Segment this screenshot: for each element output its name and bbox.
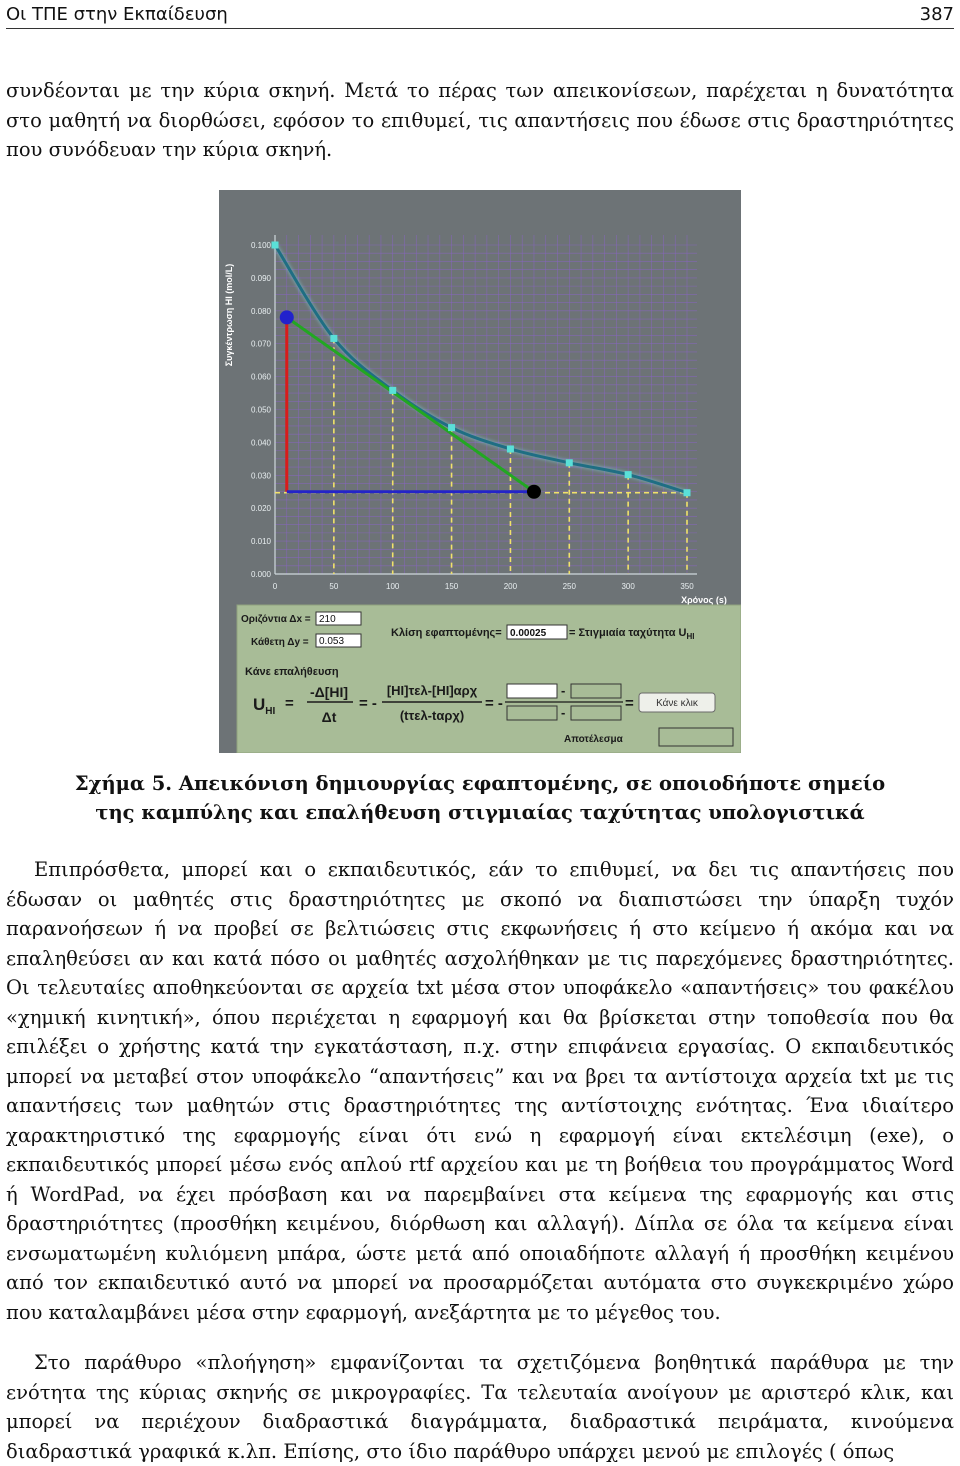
slope-suffix: = Στιγμιαία ταχύτητα $U_{HI}$ [569, 627, 695, 641]
body-paragraph-2-text: Στο παράθυρο «πλοήγηση» εμφανίζονται τα σχετιζόμενα βοηθητικά παράθυρα με την ενότητα της κύριας σκηνής σε μικρογραφίες. Τα τελευταία ανοίγουν με αριστερό κλικ, και μπορεί να περιέχουν διαδραστικά διαγράμματα, διαδραστικά πειράματα, κινούμενα διαδραστικά γραφικά κ.λπ. Επίσης, στο ίδιο παράθυρο υπάρχει μενού με επιλογές ( όπως [6, 1351, 954, 1463]
y-tick-label: 0.020 [250, 504, 271, 514]
y-tick-label: 0.010 [250, 537, 271, 547]
y-tick-label: 0.060 [250, 372, 271, 382]
data-point [272, 242, 279, 249]
fraction2-numerator: [HI]τελ-[HI]αρχ [386, 683, 478, 698]
minus-sign-top: - [561, 683, 566, 698]
y-tick-label: 0.030 [250, 471, 271, 481]
verify-label: Κάνε επαλήθευση [245, 666, 339, 678]
fraction1-denominator: Δt [321, 709, 337, 725]
y-tick-label: 0.090 [250, 273, 271, 283]
body-paragraph-1-text: Επιπρόσθετα, μπορεί και ο εκπαιδευτικός, εάν το επιθυμεί, να δει τις απαντήσεις που έδωσαν οι μαθητές στις δραστηριότητες με σκοπό να διαπιστώσει την ύπαρξη τυχόν παρανοήσεων ή να προβεί σε βελτιώσεις στις εκφωνήσεις ή στο κείμενο ή ακόμα και να επαληθεύσει αν και κατά πόσο οι μαθητές ασχολήθηκαν με τις παρεχόμενες δραστηριότητες. Οι τελευταίες αποθηκεύονται σε αρχεία txt μέσα στον υποφάκελο «απαντήσεις» του φακέλου «χημική κινητική», όπου περιέχεται η εφαρμογή και θα βρίσκεται στην τοποθεσία που θα επιλέξει ο χρήστης κατά την εγκατάσταση, π.χ. στην επιφάνεια εργασίας. Ο εκπαιδευτικός μπορεί να μεταβεί στον υποφάκελο “απαντήσεις” και να βρει τα αντίστοιχα αρχεία txt με τις απαντήσεις των μαθητών στις δραστηριότητες της αντίστοιχης ενότητας. Ένα ιδιαίτερο χαρακτηριστικό της εφαρμογής είναι ότι ενώ η εφαρμογή είναι εκτελέσιμη (exe), ο εκπαιδευτικός μπορεί μέσω ενός απλού rtf αρχείου και με τη βοήθεια του προγράμματος Word ή WordPad, να έχει πρόσβαση και να παρεμβαίνει στα κείμενα της εφαρμογής και στις δραστηριότητες (προσθήκη κειμένου, διόρθωση και αλλαγή). Δίπλα σε όλα τα κείμενα είναι ενσωματωμένη κυλιόμενη μπάρα, ώστε μετά από οποιαδήποτε αλλαγή ή προσθήκη κειμένου από τον εκπαιδευτικό αυτό να μπορεί να προσαρμόζεται αυτόματα στο συγκεκριμένο χώρο που καταλαμβάνει μέσα στην εφαρμογή, ανεξάρτητα με το μέγεθος του. [6, 858, 954, 1324]
x-tick-label: 100 [386, 582, 400, 591]
y-tick-label: 0.050 [250, 405, 271, 415]
click-button[interactable] [639, 693, 715, 712]
y-tick-label: 0.100 [250, 241, 271, 250]
result-label: Αποτέλεσμα [564, 734, 623, 745]
y-tick-label: 0.070 [250, 339, 271, 349]
x-tick-label: 200 [503, 582, 518, 591]
data-point [507, 445, 514, 452]
figure-caption: Σχήμα 5. Απεικόνιση δημιουργίας εφαπτομένης, σε οποιοδήποτε σημείο της καμπύλης και επαλήθευση στιγμιαίας ταχύτητας υπολογιστικά [74, 772, 886, 824]
data-point [625, 471, 632, 478]
equals-1: = [285, 695, 294, 712]
tangent-end-handle [527, 485, 541, 499]
running-title: Οι ΤΠΕ στην Εκπαίδευση [6, 4, 228, 25]
y-tick-label: 0.000 [250, 570, 271, 579]
equals-minus-2: = - [485, 695, 503, 712]
y-tick-label: 0.080 [250, 306, 271, 316]
minus-sign-bottom: - [561, 705, 566, 720]
data-point [448, 424, 455, 431]
fraction1-numerator: -Δ[HI] [309, 684, 349, 700]
equals-minus-1: = - [359, 695, 377, 712]
dy-label: Κάθετη Δy = [251, 637, 309, 648]
intro-paragraph: συνδέονται με την κύρια σκηνή. Μετά το πέρας των απεικονίσεων, παρέχεται η δυνατότητα στο μαθητή να διορθώσει, εφόσον το επιθυμεί, τις απαντήσεις που έδωσε στις δραστηριότητες που συνόδευαν την κύρια σκηνή. [6, 79, 954, 161]
figure-tangent-simulation [219, 190, 741, 753]
data-point [684, 489, 691, 496]
control-panel [237, 605, 741, 753]
x-axis-label: Χρόνος (s) [681, 595, 727, 605]
fraction2-denominator: (tτελ-tαρχ) [399, 708, 465, 723]
body-paragraph-1 [6, 855, 954, 1327]
result-field[interactable] [659, 728, 733, 746]
equals-2: = [625, 695, 634, 712]
final-conc-input[interactable] [507, 684, 557, 698]
click-button-label: Κάνε κλικ [656, 698, 698, 709]
slope-label: Κλίση εφαπτομένης= [391, 627, 502, 639]
x-tick-label: 0 [272, 582, 278, 591]
x-tick-label: 300 [621, 582, 635, 591]
initial-time-input[interactable] [571, 706, 621, 720]
page-header [6, 2, 954, 29]
slope-value: 0.00025 [510, 628, 547, 639]
x-tick-label: 250 [562, 582, 576, 591]
dx-label: Οριζόντια Δx = [241, 614, 311, 625]
y-tick-label: 0.040 [250, 438, 271, 448]
final-time-input[interactable] [507, 706, 557, 720]
x-tick-label: 150 [444, 582, 459, 591]
dy-value: 0.053 [319, 636, 345, 647]
initial-conc-input[interactable] [571, 684, 621, 698]
dx-value: 210 [319, 614, 336, 625]
u-symbol: $U_{HI}$ [253, 695, 276, 717]
tangent-start-handle [280, 310, 294, 324]
y-axis-label: Συγκέντρωση HI (mol/L) [224, 263, 234, 367]
x-tick-label: 350 [680, 582, 694, 591]
page-number: 387 [919, 4, 954, 25]
figure-svg [219, 190, 741, 753]
x-tick-label: 50 [329, 582, 339, 591]
data-point [566, 459, 573, 466]
data-point [389, 387, 396, 394]
data-point [330, 335, 337, 342]
body-paragraph-2 [6, 1348, 954, 1466]
plot-background [219, 190, 741, 600]
